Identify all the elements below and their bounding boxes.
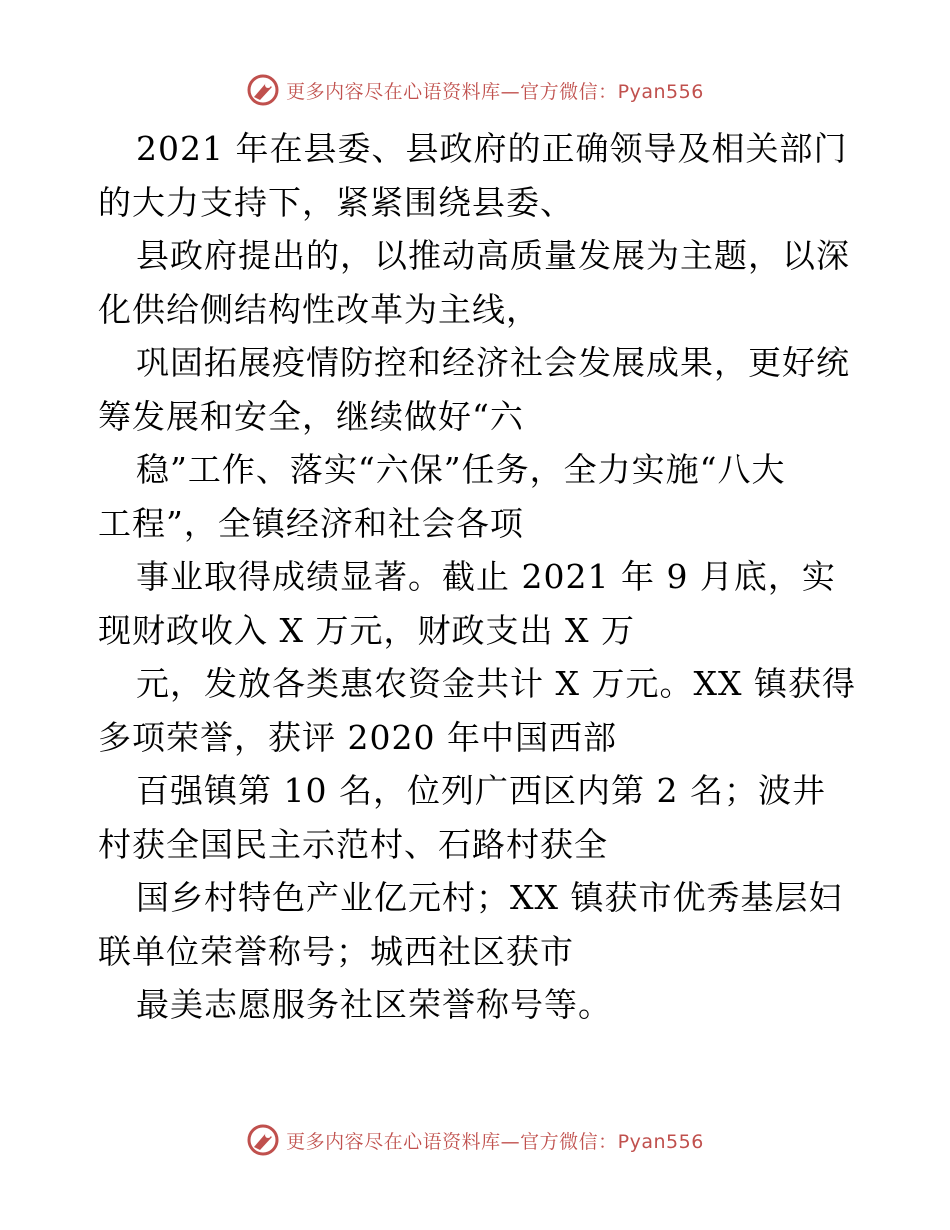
text-line: 巩固拓展疫情防控和经济社会发展成果，更好统: [136, 343, 850, 382]
document-body: [98, 122, 858, 1032]
text-line: 多项荣誉，获评 2020 年中国西部: [98, 717, 617, 757]
text-line: 事业取得成绩显著。截止 2021 年 9 月底，实: [136, 557, 836, 596]
text-line: 村获全国民主示范村、石路村获全: [98, 824, 608, 864]
text-line: 联单位荣誉称号；城西社区获市: [98, 931, 574, 971]
text-line: 稳”工作、落实“六保”任务，全力实施“八大: [136, 450, 786, 489]
text-line: 元，发放各类惠农资金共计 X 万元。XX 镇获得: [136, 664, 856, 703]
brand-logo-icon: [246, 1123, 280, 1157]
footer-watermark: [0, 1120, 950, 1160]
text-line: 最美志愿服务社区荣誉称号等。: [136, 985, 612, 1024]
text-line: 百强镇第 10 名，位列广西区内第 2 名；波井: [136, 771, 826, 810]
text-line: 国乡村特色产业亿元村；XX 镇获市优秀基层妇: [136, 878, 843, 917]
text-line: 筹发展和安全，继续做好“六: [98, 396, 524, 436]
text-line: 现财政收入 X 万元，财政支出 X 万: [98, 610, 635, 650]
header-watermark: [0, 70, 950, 110]
watermark-text: 更多内容尽在心语资料库—官方微信：Pyan556: [286, 80, 704, 103]
text-line: 工程”，全镇经济和社会各项: [98, 503, 524, 543]
text-line: 2021 年在县委、县政府的正确领导及相关部门: [136, 129, 848, 168]
brand-logo-icon: [246, 73, 280, 107]
text-line: 的大力支持下，紧紧围绕县委、: [98, 182, 574, 222]
watermark-text: 更多内容尽在心语资料库—官方微信：Pyan556: [286, 1130, 704, 1153]
text-line: 县政府提出的，以推动高质量发展为主题，以深: [136, 236, 850, 275]
text-line: 化供给侧结构性改革为主线，: [98, 289, 540, 329]
